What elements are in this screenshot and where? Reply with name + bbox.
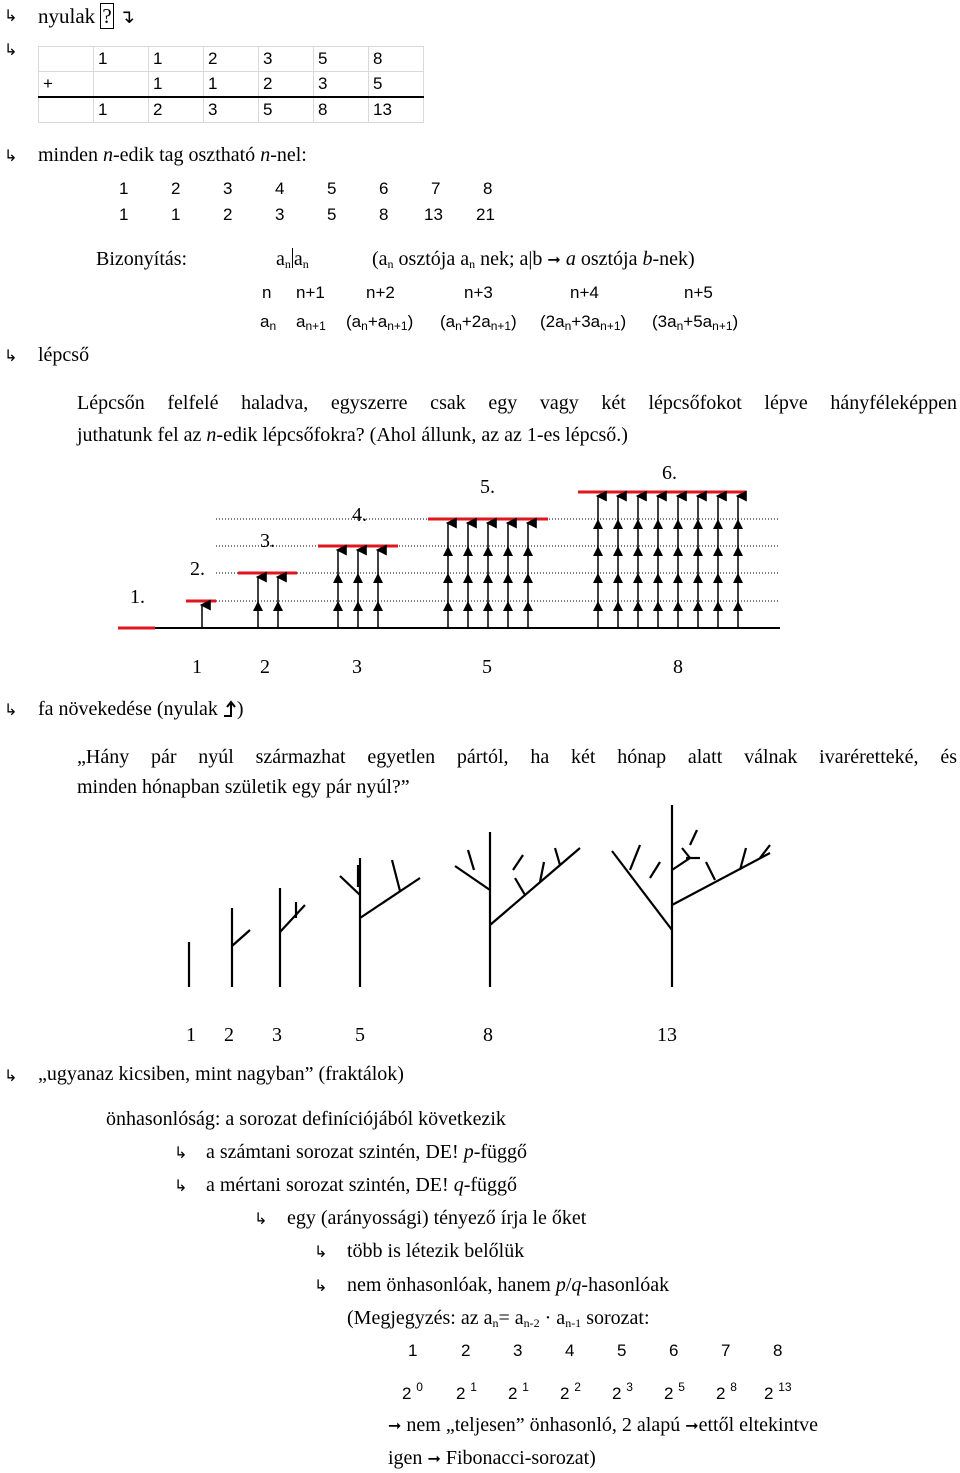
tree-branch bbox=[490, 848, 580, 925]
arithmetic-text bbox=[206, 1141, 527, 1164]
text: juthatunk fel az bbox=[77, 424, 207, 446]
tree-branch bbox=[455, 866, 490, 890]
text: = a bbox=[498, 1307, 524, 1329]
text: a bbox=[293, 248, 303, 270]
text: -nek) bbox=[652, 248, 695, 270]
text: n bbox=[206, 424, 217, 446]
text: 2 bbox=[612, 1384, 622, 1403]
text: a bbox=[377, 312, 388, 331]
table-cell: 3 bbox=[204, 97, 259, 123]
tree-count: 3 bbox=[272, 1024, 282, 1046]
index: 1 bbox=[119, 179, 129, 198]
text: p bbox=[555, 1274, 566, 1296]
text: 13 bbox=[778, 1380, 792, 1394]
power bbox=[612, 1380, 633, 1404]
self-similarity-text: önhasonlóság: a sorozat definíciójából következik bbox=[106, 1108, 506, 1130]
table-cell: 1 bbox=[149, 47, 204, 72]
text: 2 bbox=[764, 1384, 774, 1403]
power bbox=[716, 1380, 737, 1404]
text: a bbox=[481, 312, 491, 331]
table-cell: 8 bbox=[369, 47, 424, 72]
text: n+1 bbox=[600, 319, 621, 333]
value: 1 bbox=[171, 205, 181, 224]
text: · a bbox=[539, 1307, 566, 1329]
bullet-arrow-icon: ↳ bbox=[314, 1242, 328, 1261]
col-header: n bbox=[262, 283, 272, 302]
bullet-arrow-icon: ↳ bbox=[4, 6, 18, 25]
text: n bbox=[269, 319, 277, 333]
text: n bbox=[361, 319, 368, 333]
power bbox=[664, 1380, 685, 1404]
table-cell: 1 bbox=[94, 97, 149, 123]
stair-count: 1 bbox=[192, 656, 202, 678]
conclusion-line-2 bbox=[388, 1447, 596, 1470]
not-self-similar-text bbox=[347, 1274, 669, 1297]
text: a bbox=[351, 312, 362, 331]
index: 7 bbox=[721, 1341, 731, 1360]
stair-count: 8 bbox=[673, 656, 683, 678]
text: n bbox=[284, 257, 291, 271]
text: osztója bbox=[575, 248, 643, 270]
index: 2 bbox=[171, 179, 181, 198]
tree-branch bbox=[650, 862, 660, 878]
index: 6 bbox=[669, 1341, 679, 1360]
value: 1 bbox=[119, 205, 129, 224]
bullet-arrow-icon: ↳ bbox=[4, 346, 18, 365]
tree-count: 5 bbox=[355, 1024, 365, 1046]
tree-count: 8 bbox=[483, 1024, 493, 1046]
tree-branch bbox=[630, 845, 640, 870]
bullet-arrow-icon: ↳ bbox=[174, 1143, 188, 1162]
text: ) bbox=[236, 698, 244, 720]
col-header: n+1 bbox=[296, 283, 325, 302]
text: 2 bbox=[402, 1384, 412, 1403]
right-arrow-icon: ➞ bbox=[547, 250, 561, 269]
stair-count: 5 bbox=[482, 656, 492, 678]
right-arrow-icon: ➞ bbox=[388, 1416, 402, 1435]
factor-text: egy (arányossági) tényező írja le őket bbox=[287, 1207, 587, 1229]
table-cell: 5 bbox=[369, 72, 424, 98]
text: n+1 bbox=[712, 319, 733, 333]
text: n bbox=[387, 257, 394, 271]
index: 4 bbox=[275, 179, 285, 198]
text: 0 bbox=[416, 1380, 423, 1394]
col-header: n+4 bbox=[570, 283, 599, 302]
heading-text: nyulak bbox=[38, 4, 96, 28]
tree-branch bbox=[360, 878, 420, 918]
table-cell: 3 bbox=[259, 47, 314, 72]
text: n-2 bbox=[523, 1316, 540, 1330]
tree-branch bbox=[280, 905, 305, 932]
text: 1 bbox=[522, 1380, 529, 1394]
text: sorozat: bbox=[581, 1307, 650, 1329]
bullet-arrow-icon: ↳ bbox=[4, 700, 18, 719]
text: a bbox=[667, 312, 677, 331]
stair-label: 6. bbox=[662, 462, 677, 484]
text: 2 bbox=[456, 1384, 466, 1403]
text: 8 bbox=[730, 1380, 737, 1394]
text: nem „teljesen” önhasonló, 2 alapú bbox=[406, 1414, 686, 1436]
col-header: n+2 bbox=[366, 283, 395, 302]
stair-label: 2. bbox=[190, 558, 205, 580]
text: n bbox=[469, 257, 476, 271]
text: n bbox=[455, 319, 462, 333]
text: (Megjegyzés: az a bbox=[347, 1307, 493, 1329]
tree-branch bbox=[392, 860, 400, 891]
stair-label: 3. bbox=[260, 530, 275, 552]
index: 2 bbox=[461, 1341, 471, 1360]
tree-count: 2 bbox=[224, 1024, 234, 1046]
value: 21 bbox=[476, 205, 495, 224]
text: n bbox=[260, 144, 271, 166]
table-cell: 8 bbox=[314, 97, 369, 123]
stair-label: 1. bbox=[130, 586, 145, 608]
text: (a bbox=[372, 248, 388, 270]
text: a számtani sorozat szintén, DE! bbox=[206, 1141, 464, 1163]
text: a bbox=[590, 312, 601, 331]
text: a bbox=[445, 312, 456, 331]
text: 3 bbox=[626, 1380, 633, 1394]
index: 7 bbox=[431, 179, 441, 198]
stair-count: 3 bbox=[352, 656, 362, 678]
bullet-arrow-icon: ↳ bbox=[174, 1176, 188, 1195]
index: 6 bbox=[379, 179, 389, 198]
tree-branch bbox=[706, 862, 715, 880]
text: a bbox=[702, 312, 713, 331]
tree-branch bbox=[515, 878, 525, 895]
tree-branch bbox=[468, 850, 474, 870]
stair-label: 5. bbox=[480, 476, 495, 498]
value: 3 bbox=[275, 205, 285, 224]
stair-count: 2 bbox=[260, 656, 270, 678]
text: / bbox=[565, 1274, 572, 1296]
right-arrow-icon: ➞ bbox=[427, 1449, 441, 1468]
tree-branch bbox=[612, 851, 672, 930]
tree-branch bbox=[690, 830, 697, 845]
text: 2 bbox=[716, 1384, 726, 1403]
term: $(a_n+2a_{n+1})$ bbox=[440, 312, 517, 333]
turn-down-arrow-icon: ↴ bbox=[118, 6, 135, 28]
text: a bbox=[565, 248, 576, 270]
text: a bbox=[555, 312, 565, 331]
value: 2 bbox=[223, 205, 233, 224]
text: n+1 bbox=[490, 319, 512, 333]
value: 5 bbox=[327, 205, 337, 224]
value: 13 bbox=[424, 205, 443, 224]
table-cell: 2 bbox=[204, 47, 259, 72]
text: minden bbox=[38, 144, 103, 166]
tree-branch bbox=[513, 855, 523, 870]
table-cell: 2 bbox=[259, 72, 314, 98]
tree-branch bbox=[555, 848, 560, 865]
text: osztója a bbox=[393, 248, 470, 270]
term: $(3a_n+5a_{n+1})$ bbox=[652, 312, 739, 333]
text: a bbox=[260, 312, 270, 331]
tree-branch bbox=[232, 930, 250, 946]
text: n bbox=[676, 319, 684, 333]
index: 4 bbox=[565, 1341, 575, 1360]
text: n bbox=[103, 144, 113, 166]
more-text: több is létezik belőlük bbox=[347, 1240, 525, 1262]
stair-label: 4. bbox=[352, 504, 367, 526]
table-cell: 13 bbox=[369, 97, 424, 123]
power bbox=[560, 1380, 581, 1404]
text: p bbox=[463, 1141, 474, 1163]
text: ettől eltekintve bbox=[698, 1414, 819, 1436]
text: a mértani sorozat szintén, DE! bbox=[206, 1174, 454, 1196]
power bbox=[764, 1380, 792, 1404]
conclusion-line-1 bbox=[388, 1414, 818, 1437]
text: q bbox=[453, 1174, 464, 1196]
bullet-arrow-icon: ↳ bbox=[4, 40, 18, 59]
index: 1 bbox=[408, 1341, 418, 1360]
power bbox=[508, 1380, 529, 1404]
index: 3 bbox=[223, 179, 233, 198]
text: 2 bbox=[664, 1384, 674, 1403]
index: 5 bbox=[617, 1341, 627, 1360]
table-cell: + bbox=[39, 72, 94, 98]
text: nek; a|b bbox=[475, 248, 548, 270]
table-cell: 5 bbox=[259, 97, 314, 123]
power bbox=[456, 1380, 477, 1404]
text: n bbox=[564, 319, 572, 333]
text: -edik tag osztható bbox=[113, 144, 261, 166]
text: n bbox=[492, 1316, 499, 1330]
text: -edik lépcsőfokra? (Ahol állunk, az az 1-es lépcső.) bbox=[216, 424, 628, 446]
stairs-label: lépcső bbox=[38, 344, 90, 366]
tree-question-line-1: „Hány pár nyúl származhat egyetlen pártól, ha két hónap alatt válnak ivaréretteké, és bbox=[77, 746, 957, 768]
heading-qmark: ? bbox=[102, 4, 112, 28]
text: a bbox=[276, 248, 285, 270]
text: n+1 bbox=[305, 319, 326, 333]
table-cell: 1 bbox=[94, 47, 149, 72]
index: 8 bbox=[483, 179, 493, 198]
term: $(a_n+a_{n+1})$ bbox=[346, 312, 414, 333]
index: 3 bbox=[513, 1341, 523, 1360]
text: n+1 bbox=[387, 319, 408, 333]
text: n-1 bbox=[565, 1316, 582, 1330]
geometric-text bbox=[206, 1174, 517, 1197]
text: b bbox=[642, 248, 653, 270]
text: -nel: bbox=[270, 144, 307, 166]
term: $(2a_n+3a_{n+1})$ bbox=[540, 312, 627, 333]
text: -függő bbox=[473, 1141, 528, 1163]
col-header: n+3 bbox=[464, 283, 493, 302]
text: fa növekedése (nyulak bbox=[38, 698, 223, 720]
table-cell: 2 bbox=[149, 97, 204, 123]
tree-branch bbox=[682, 848, 690, 858]
value: 8 bbox=[379, 205, 389, 224]
tree-count: 13 bbox=[657, 1024, 677, 1046]
tree-branch bbox=[672, 858, 690, 870]
table-cell: 1 bbox=[204, 72, 259, 98]
bullet-arrow-icon: ↳ bbox=[4, 1066, 18, 1085]
text: 2 bbox=[560, 1384, 570, 1403]
bullet-arrow-icon: ↳ bbox=[254, 1209, 268, 1228]
tree-question-line-2: minden hónapban születik egy pár nyúl?” bbox=[77, 776, 410, 798]
table-cell: 5 bbox=[314, 47, 369, 72]
text: n bbox=[302, 257, 309, 271]
fractal-label: „ugyanaz kicsiben, mint nagyban” (fraktálok) bbox=[38, 1063, 404, 1085]
index: 8 bbox=[773, 1341, 783, 1360]
text: 2 bbox=[508, 1384, 518, 1403]
text: 5 bbox=[678, 1380, 685, 1394]
power bbox=[402, 1380, 423, 1404]
text: -függő bbox=[463, 1174, 518, 1196]
text: -hasonlóak bbox=[581, 1274, 670, 1296]
tree-count: 1 bbox=[186, 1024, 196, 1046]
text: nem önhasonlóak, hanem bbox=[347, 1274, 556, 1296]
stairs-paragraph-line-1: Lépcsőn felfelé haladva, egyszerre csak egy vagy két lépcsőfokot lépve hányféleképpen bbox=[77, 392, 957, 414]
table-cell: 3 bbox=[314, 72, 369, 98]
text: igen bbox=[388, 1447, 428, 1469]
col-header: n+5 bbox=[684, 283, 713, 302]
text: q bbox=[571, 1274, 582, 1296]
index: 5 bbox=[327, 179, 337, 198]
bullet-arrow-icon: ↳ bbox=[314, 1276, 328, 1295]
text: 2 bbox=[574, 1380, 581, 1394]
proof-label: Bizonyítás: bbox=[96, 248, 188, 270]
bullet-arrow-icon: ↳ bbox=[4, 146, 18, 165]
table-cell: 1 bbox=[149, 72, 204, 98]
right-arrow-icon: ➞ bbox=[685, 1416, 699, 1435]
text: 1 bbox=[470, 1380, 477, 1394]
note-text bbox=[347, 1307, 650, 1331]
text: Fibonacci-sorozat) bbox=[445, 1447, 596, 1469]
text: a bbox=[296, 312, 306, 331]
